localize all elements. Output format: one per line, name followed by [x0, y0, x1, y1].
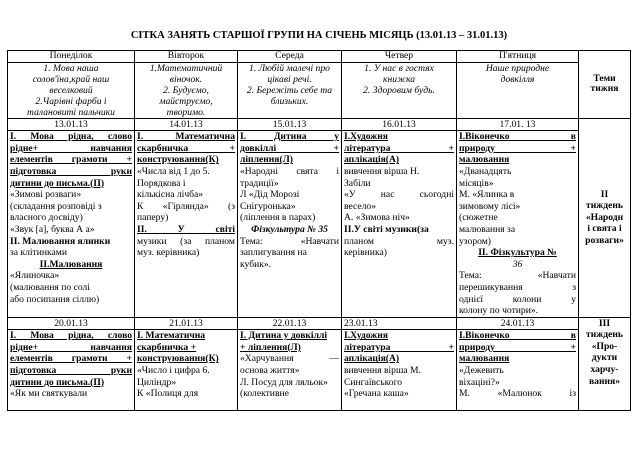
week3-wednesday — [238, 330, 342, 411]
lesson-line: вивчення вірша Н. — [344, 165, 420, 177]
week3-tuesday — [135, 330, 238, 411]
lesson-line: (малювання по солі — [10, 281, 90, 293]
lesson-line: І. Математична — [137, 131, 235, 143]
date-cell: 15.01.13 — [238, 118, 342, 131]
lesson-line: література + — [344, 142, 454, 154]
week-label-line: дукти — [591, 352, 618, 364]
lesson-line: 36 — [512, 258, 523, 270]
lesson-line: А. «Зимова ніч» — [344, 212, 410, 224]
lesson-line: І.Віконечко в — [459, 330, 576, 342]
lesson-line: конструювання(К) — [137, 154, 219, 166]
lesson-line: дитини до письма.(П) — [10, 376, 105, 388]
date-cell: 16.01.13 — [342, 118, 457, 131]
lesson-line: Л. Посуд для ляльок» — [240, 376, 328, 388]
date-cell: 23.01.13 — [342, 317, 457, 330]
lesson-line: Снігуронька» — [240, 200, 296, 212]
lesson-line: І. Дитина у довкіллі — [240, 330, 328, 342]
themes-friday — [457, 62, 579, 118]
lesson-line: музики (за планом — [137, 235, 235, 247]
lesson-line: І. Математична — [137, 330, 206, 342]
lesson-line: скарбничка + — [137, 341, 197, 353]
week-label-line: II — [600, 188, 609, 200]
date-cell: 20.01.13 — [8, 317, 135, 330]
lesson-line: традиції» — [240, 177, 279, 189]
week2-wednesday — [238, 131, 342, 318]
theme-line: 1. Мова наша — [43, 62, 99, 74]
lesson-line: підготовка руки — [10, 165, 132, 177]
schedule-table — [7, 50, 631, 411]
week3-theme-label — [579, 317, 631, 411]
lesson-line: (колективне — [240, 388, 289, 400]
lesson-line: «Зимові розваги» — [10, 189, 82, 201]
theme-line: 2. Будуємо, — [163, 84, 209, 96]
week3-friday — [457, 330, 579, 411]
header-tuesday: Вівторок — [135, 51, 238, 63]
lesson-line: І. Мова рідна, слово — [10, 131, 132, 143]
lesson-line: вивчення вірша М. — [344, 365, 421, 377]
lesson-line: ліплення(Л) — [240, 154, 293, 166]
week-label-line: «Про- — [591, 340, 618, 352]
lesson-line: Тема: «Навчати — [240, 235, 339, 247]
header-friday: П'ятниця — [457, 51, 579, 63]
lesson-line: кубик». — [240, 258, 272, 270]
lesson-line: «Звук [а], буква А а» — [10, 223, 95, 235]
week-label-line: вання» — [588, 375, 621, 387]
header-themes — [579, 51, 631, 119]
lesson-line: рідне+ навчання — [10, 142, 132, 154]
lesson-line: кількісна лічба» — [137, 189, 204, 201]
lesson-line: «Ялиночка» — [10, 270, 60, 282]
date-cell: 13.01.13 — [8, 118, 135, 131]
lesson-line: ІІ. Фізкультура № — [478, 247, 557, 259]
lesson-line: І. Мова рідна, слово — [10, 330, 132, 342]
lesson-line: І.Художня — [344, 131, 388, 143]
theme-line: 2. Здоровим будь. — [363, 84, 435, 96]
theme-line: 1. Любій малечі про — [249, 62, 330, 74]
date-cell: 21.01.13 — [135, 317, 238, 330]
theme-line: 2.Чарівні фарби і — [35, 95, 107, 107]
lesson-line: ІІ.У світі музики(за — [344, 223, 429, 235]
lesson-line: малювання за — [459, 223, 516, 235]
lesson-line: (сюжетне — [459, 212, 498, 224]
lesson-line: Сингаївського — [344, 376, 403, 388]
week2-tuesday — [135, 131, 238, 318]
lesson-line: Забіли — [344, 177, 371, 189]
lesson-line: муз. керівника) — [137, 247, 200, 259]
lesson-line: весело» — [344, 200, 376, 212]
date-cell: 17.01. 13 — [457, 118, 579, 131]
week2-friday — [457, 131, 579, 318]
lesson-line: ІІ. У світі — [137, 223, 235, 235]
lesson-line: малювання — [459, 353, 510, 365]
lesson-line: місяців» — [459, 177, 494, 189]
themes-tuesday — [135, 62, 238, 118]
lesson-line: віхаціні?» — [459, 376, 500, 388]
lesson-line: керівника) — [344, 247, 387, 259]
lesson-line: Циліндр» — [137, 376, 177, 388]
theme-line: 1. У нас в гостях — [364, 62, 434, 74]
lesson-line: аплікація(А) — [344, 154, 400, 166]
lesson-line: природу + — [459, 142, 576, 154]
week-label-line: харчу- — [590, 364, 619, 376]
lesson-line: планом муз. — [344, 235, 454, 247]
lesson-line: (складання розповіді з — [10, 200, 102, 212]
lesson-line: (ліплення в парах) — [240, 212, 316, 224]
lesson-line: ІІ.Малювання — [39, 258, 103, 270]
lesson-line: ІІ. Малювання ялинки — [10, 235, 111, 247]
lesson-line: М. «Ялинка в — [459, 189, 515, 201]
lesson-line: елементів грамоти + — [10, 154, 132, 166]
week-label-line: ІІІ — [598, 317, 611, 329]
lesson-line: колону по чотири». — [459, 305, 539, 317]
date-cell: 22.01.13 — [238, 317, 342, 330]
theme-line: 2. Бережіть себе та — [246, 84, 333, 96]
theme-line: творимо. — [166, 106, 206, 118]
theme-line: 1.Математичний — [149, 62, 223, 74]
week3-monday — [8, 330, 135, 411]
lesson-line: зимовому лісі» — [459, 200, 521, 212]
lesson-line: дитини до письма.(П) — [10, 177, 105, 189]
lesson-line: або посипання сіллю) — [10, 293, 100, 305]
theme-line: талановиті пальчики — [27, 106, 115, 118]
lesson-line: однієї колони у — [459, 293, 576, 305]
page-title: СІТКА ЗАНЯТЬ СТАРШОЇ ГРУПИ НА СІЧЕНЬ МІСЯЦЬ (13.01.13 – 31.01.13) — [130, 30, 508, 41]
lesson-line: Порядкова і — [137, 177, 186, 189]
themes-wednesday — [238, 62, 342, 118]
week3-dates-row — [8, 317, 631, 330]
week2-monday — [8, 131, 135, 318]
theme-line: Наше природне — [485, 62, 550, 74]
theme-line: солов'їна,край наш — [32, 73, 110, 85]
themes-thursday — [342, 62, 457, 118]
header-row — [8, 51, 631, 63]
lesson-line: скарбничка + — [137, 142, 235, 154]
lesson-line: конструювання(К) — [137, 353, 219, 365]
lesson-line: основа життя» — [240, 365, 300, 377]
lesson-line: «Народні свята і — [240, 165, 339, 177]
theme-line: майструємо, — [159, 95, 213, 107]
themes-label: Теми тижня — [590, 72, 619, 95]
lesson-line: К «Гірлянда» (з — [137, 200, 235, 212]
week3-thursday — [342, 330, 457, 411]
themes-row — [8, 62, 631, 118]
week2-theme-label — [579, 118, 631, 317]
lesson-line: І.Художня — [344, 330, 388, 342]
lesson-line: підготовка руки — [10, 365, 132, 377]
lesson-line: узором) — [459, 235, 492, 247]
lesson-line: І. Дитина у — [240, 131, 339, 143]
lesson-line: рідне+ навчання — [10, 341, 132, 353]
week2-dates-row — [8, 118, 631, 131]
lesson-line: паперу) — [137, 212, 169, 224]
lesson-line: малювання — [459, 154, 510, 166]
theme-line: довкілля — [500, 73, 535, 85]
lesson-line: «Число і цифра 6. — [137, 365, 210, 377]
lesson-line: перешикування з — [459, 281, 576, 293]
lesson-line: Тема: «Навчати — [459, 270, 576, 282]
lesson-line: «Гречана каша» — [344, 388, 409, 400]
header-monday: Понеділок — [8, 51, 135, 63]
lesson-line: власного досвіду) — [10, 212, 83, 224]
week-label-line: розваги» — [585, 235, 624, 247]
date-cell: 24.01.13 — [457, 317, 579, 330]
theme-line: віночок. — [169, 73, 203, 85]
lesson-line: Л «Дід Морозі — [240, 189, 300, 201]
theme-line: близьких. — [270, 95, 309, 107]
lesson-line: «Дежевить — [459, 365, 504, 377]
week2-thursday — [342, 131, 457, 318]
lesson-line: + ліплення(Л) — [240, 341, 301, 353]
lesson-line: заплигування на — [240, 247, 307, 259]
lesson-line: природу + — [459, 341, 576, 353]
lesson-line: «У нас сьогодні — [344, 189, 454, 201]
week-label-line: і свята і — [587, 223, 622, 235]
lesson-line: елементів грамоти + — [10, 353, 132, 365]
header-wednesday: Середа — [238, 51, 342, 63]
lesson-line: Фізкультура № 35 — [251, 223, 328, 235]
lesson-line: І.Віконечко в — [459, 131, 576, 143]
lesson-line: література + — [344, 341, 454, 353]
theme-line: веселковий — [49, 84, 93, 96]
lesson-line: «Числа від 1 до 5. — [137, 165, 210, 177]
theme-line: книжка — [382, 73, 415, 85]
header-thursday: Четвер — [342, 51, 457, 63]
lesson-line: «Харчування — — [240, 353, 339, 365]
week-label-line: тиждень — [586, 329, 623, 341]
lesson-line: за клітинками — [10, 247, 68, 259]
lesson-line: «Дванадцять — [459, 165, 512, 177]
lesson-line: довкіллі + — [240, 142, 339, 154]
lesson-line: аплікація(А) — [344, 353, 400, 365]
week3-content-row — [8, 330, 631, 411]
week-label-line: «Народн — [585, 211, 624, 223]
week2-content-row — [8, 131, 631, 318]
themes-monday — [8, 62, 135, 118]
lesson-line: К «Полиця для — [137, 388, 199, 400]
date-cell: 14.01.13 — [135, 118, 238, 131]
theme-line: цікаві речі. — [267, 73, 312, 85]
lesson-line: «Як ми святкували — [10, 388, 88, 400]
week-label-line: тиждень — [586, 200, 623, 212]
lesson-line: М. «Малюнок із — [459, 388, 576, 400]
